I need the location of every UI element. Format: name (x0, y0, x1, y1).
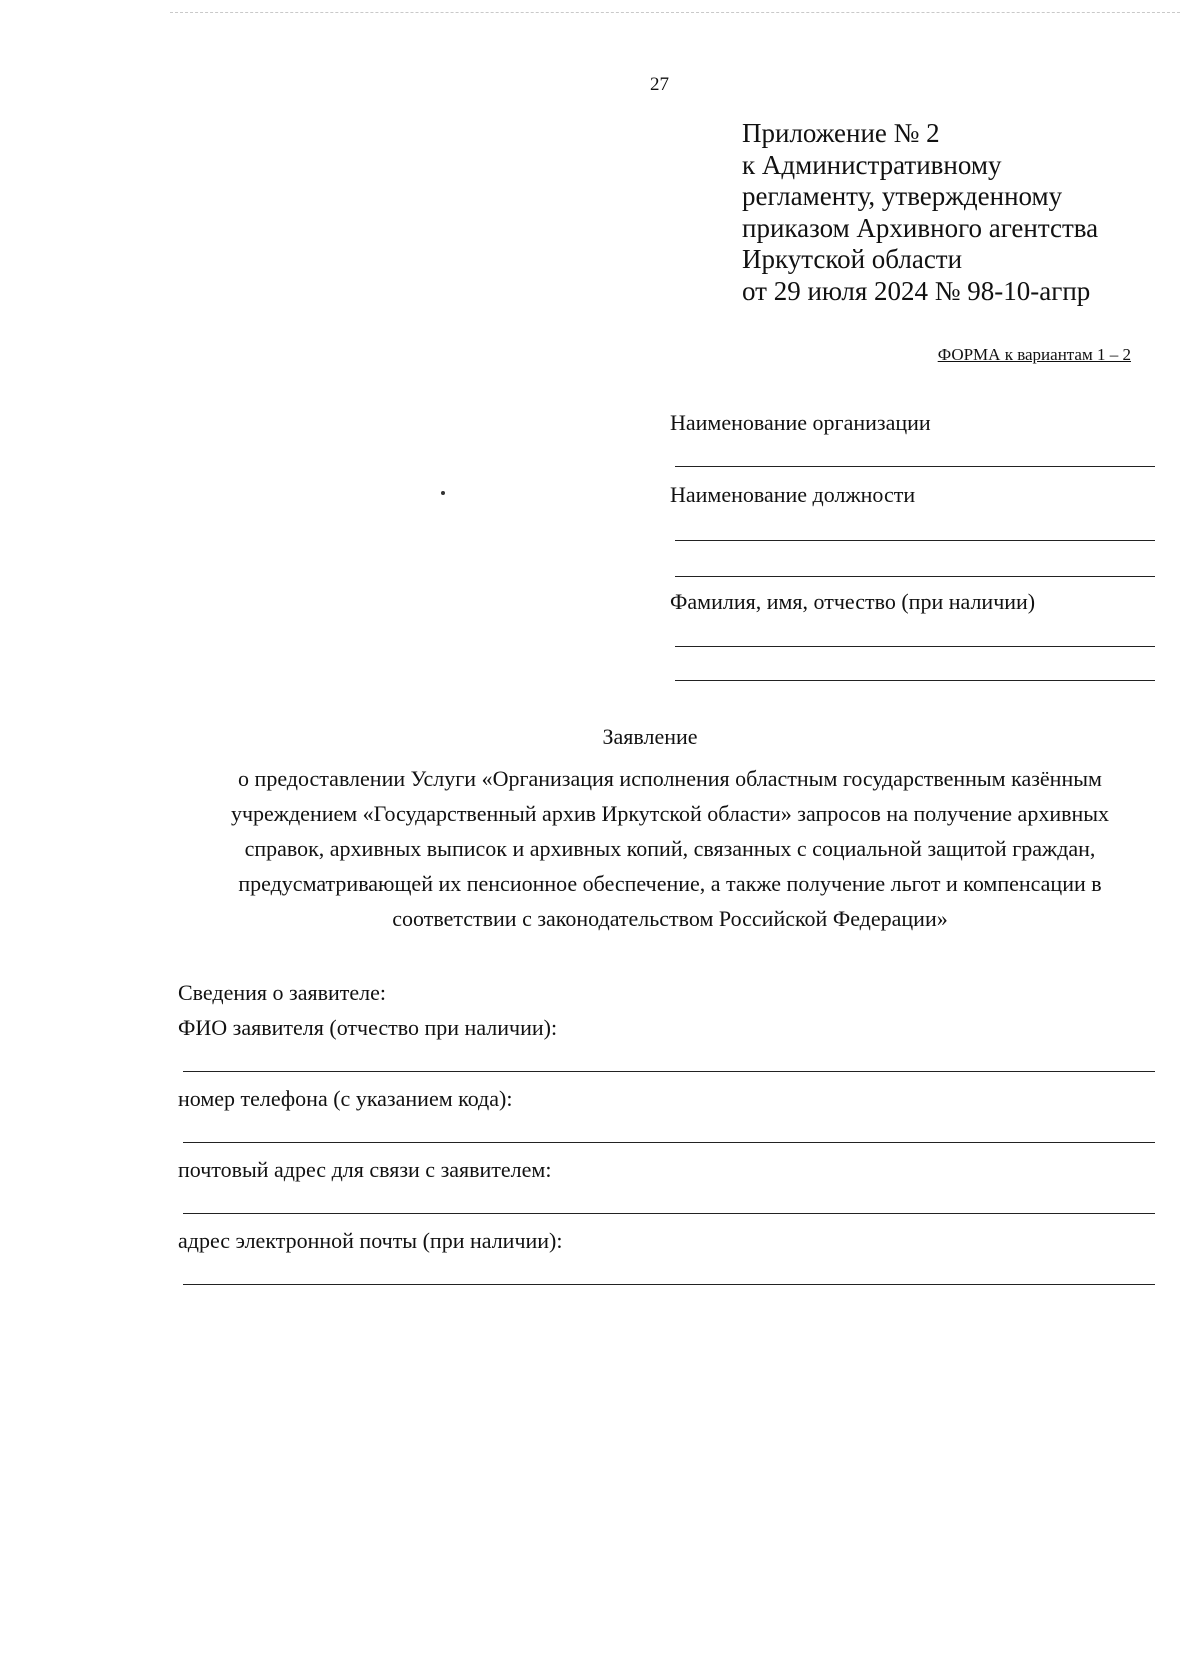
statement-body (170, 761, 1170, 936)
page-number: 27 (650, 74, 669, 95)
organization-label: Наименование организации (670, 410, 931, 435)
appendix-header (742, 118, 1162, 308)
statement-line: учреждением «Государственный архив Иркутской области» запросов на получение архивных (230, 801, 1110, 826)
scan-edge-line (170, 12, 1180, 13)
statement-line: соответствии с законодательством Российской Федерации» (392, 906, 948, 931)
organization-line[interactable] (675, 466, 1155, 467)
postal-address-line[interactable] (183, 1213, 1155, 1214)
statement-title: Заявление (602, 724, 698, 749)
form-reference: ФОРМА к вариантам 1 – 2 (937, 345, 1131, 364)
appendix-line: к Административному (742, 149, 1002, 180)
full-name-label: Фамилия, имя, отчество (при наличии) (670, 589, 1036, 614)
postal-address-label: почтовый адрес для связи с заявителем: (178, 1157, 552, 1182)
appendix-line: регламенту, утвержденному (742, 181, 1063, 212)
appendix-line: Приложение № 2 (742, 118, 940, 148)
phone-line[interactable] (183, 1142, 1155, 1143)
email-label: адрес электронной почты (при наличии): (178, 1228, 563, 1253)
position-line-1[interactable] (675, 540, 1155, 541)
applicant-name-label: ФИО заявителя (отчество при наличии): (178, 1015, 558, 1040)
position-line-2[interactable] (675, 576, 1155, 577)
full-name-line-2[interactable] (675, 680, 1155, 681)
applicant-name-line[interactable] (183, 1071, 1155, 1072)
statement-line: справок, архивных выписок и архивных копий, связанных с социальной защитой граждан, (244, 836, 1096, 861)
statement-line: о предоставлении Услуги «Организация исполнения областным государственным казённым (238, 766, 1102, 791)
position-label: Наименование должности (670, 482, 916, 507)
email-line[interactable] (183, 1284, 1155, 1285)
appendix-line: Иркутской области (742, 244, 963, 275)
phone-label: номер телефона (с указанием кода): (178, 1086, 513, 1111)
full-name-line-1[interactable] (675, 646, 1155, 647)
statement-line: предусматривающей их пенсионное обеспечение, а также получение льгот и компенсации в (238, 871, 1102, 896)
scan-speck (441, 491, 445, 495)
applicant-heading: Сведения о заявителе: (178, 980, 387, 1005)
appendix-line: от 29 июля 2024 № 98-10-агпр (742, 275, 1091, 306)
appendix-line: приказом Архивного агентства (742, 212, 1099, 243)
